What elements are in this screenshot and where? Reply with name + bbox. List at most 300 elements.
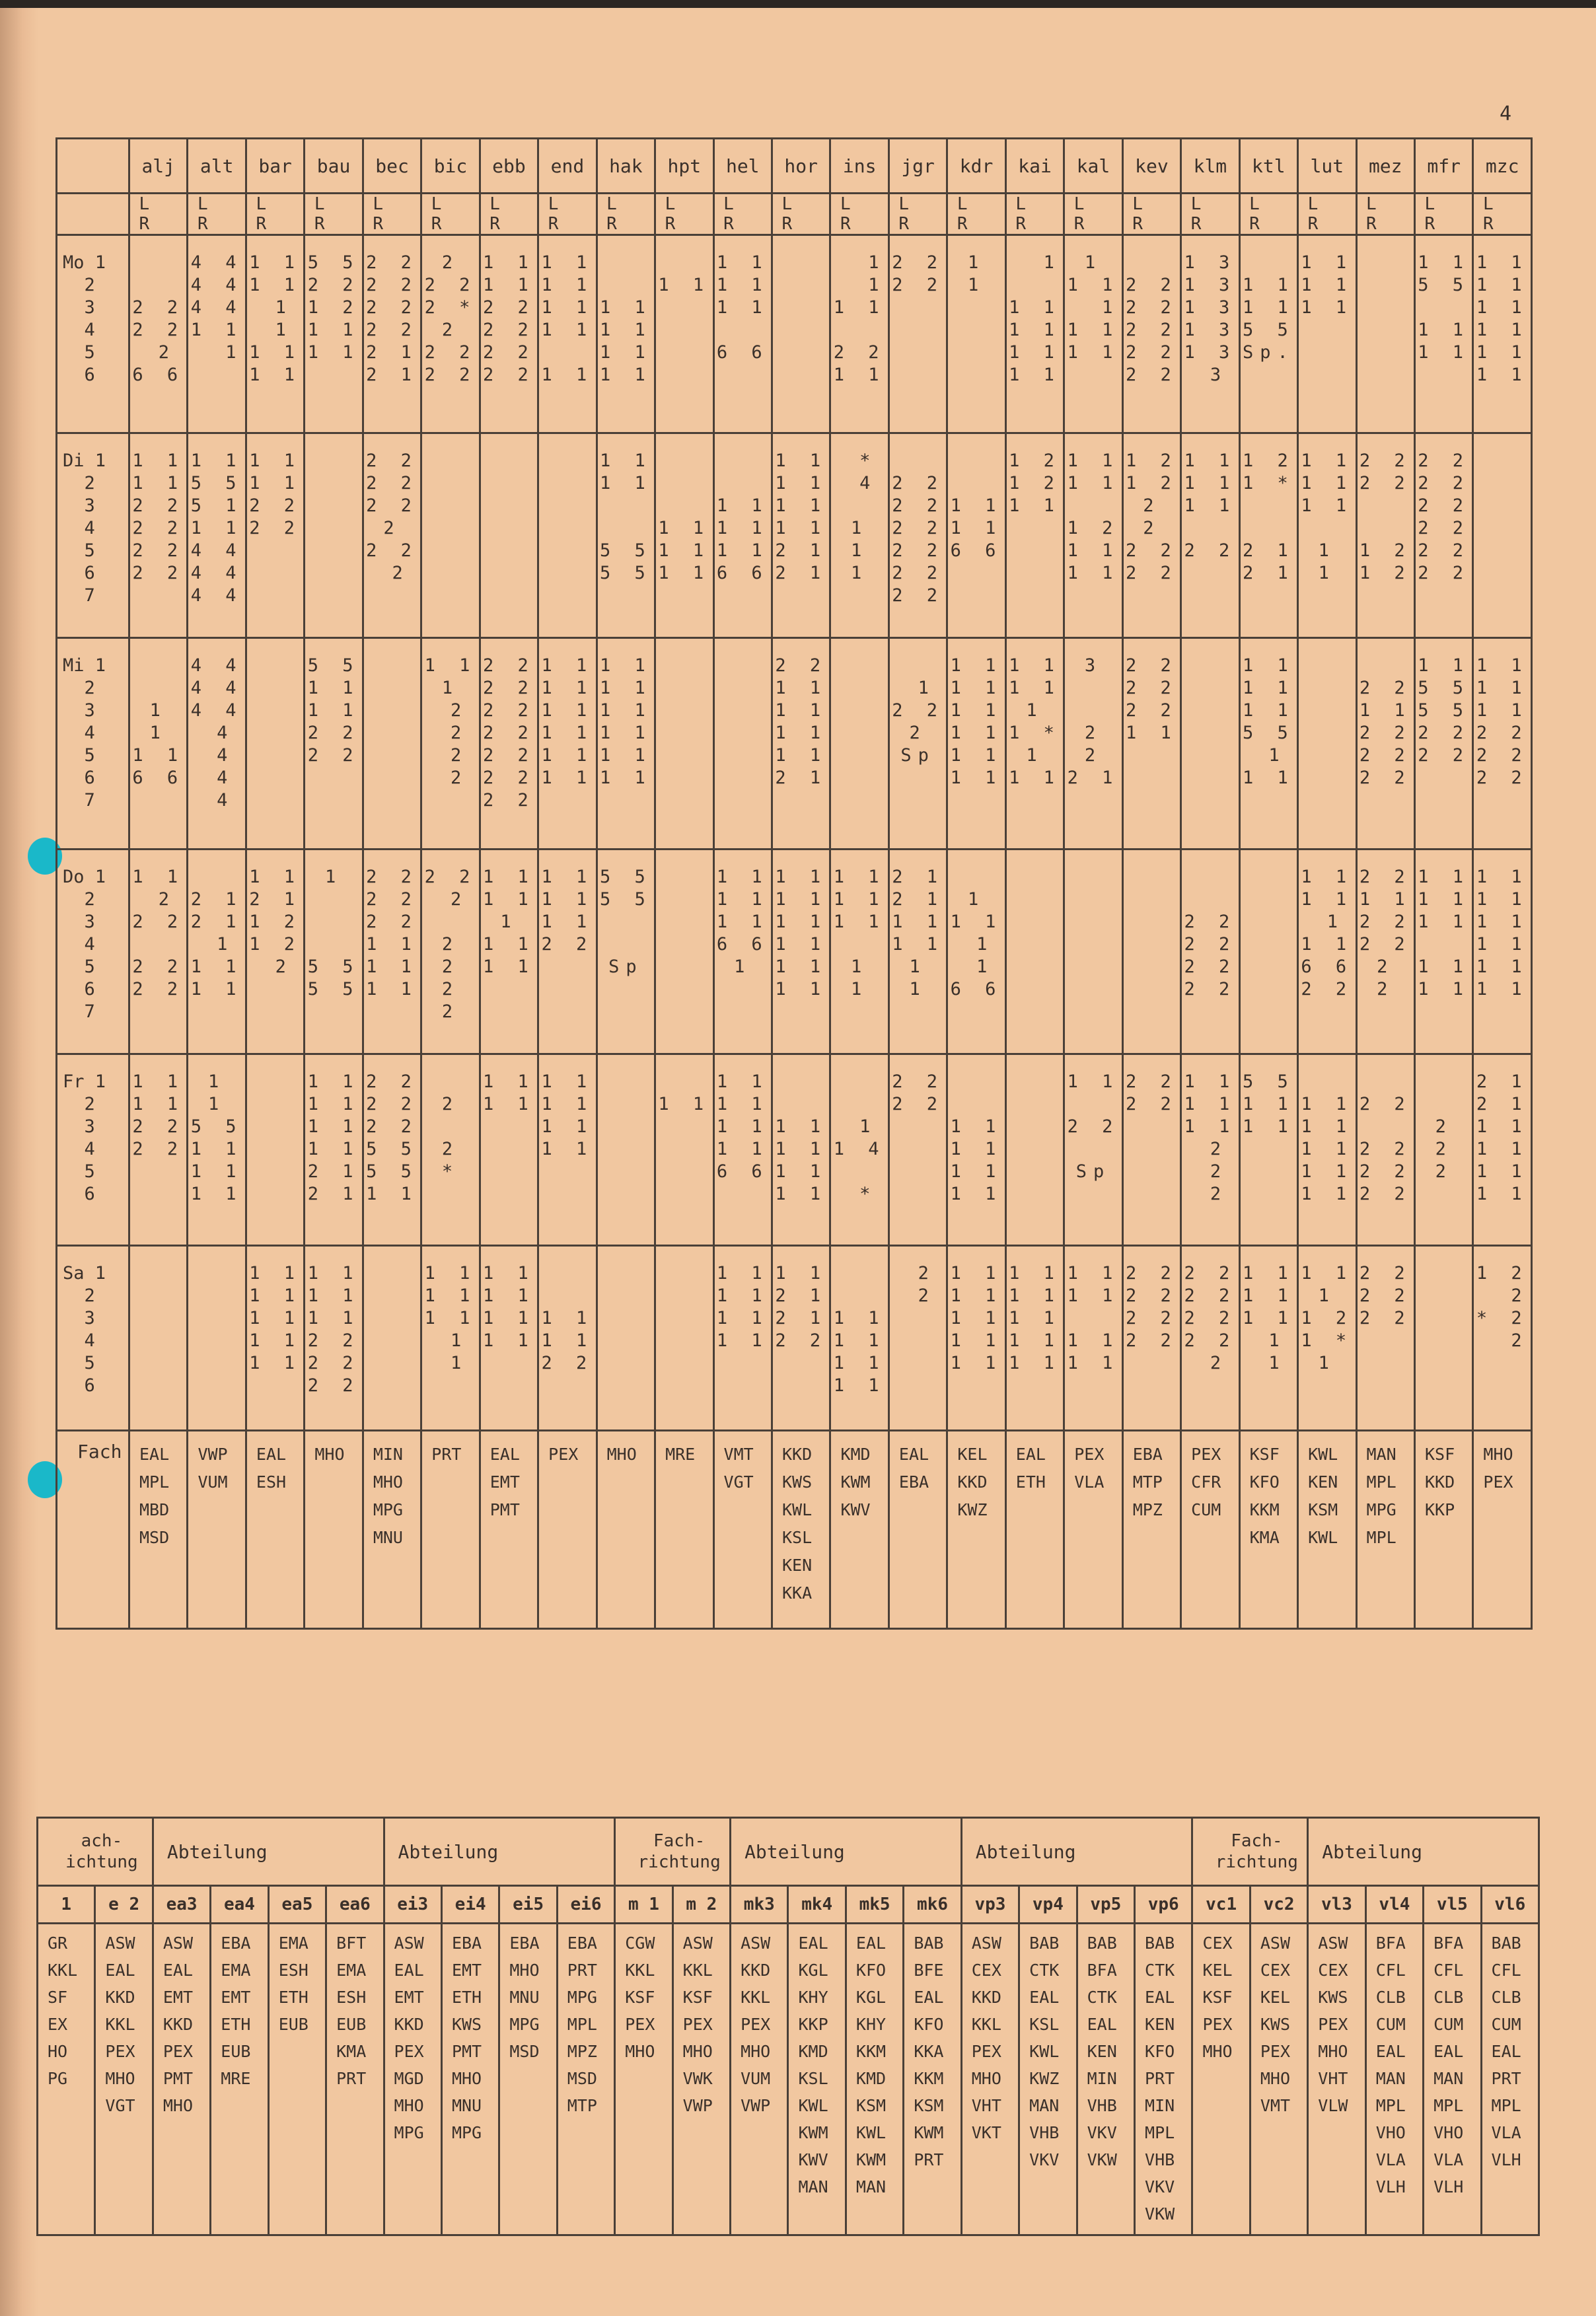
schedule-cell (363, 638, 421, 850)
lr-cell (305, 194, 363, 235)
schedule-cell: 2 2 1 1 2 2 2 2 2 2 (1356, 638, 1414, 850)
lr-label: L R (139, 194, 150, 234)
schedule-cell: 1 1 1 1 2 2 1 1 (830, 235, 889, 433)
class-header: vl6 (1481, 1886, 1539, 1924)
schedule-cell (597, 1054, 655, 1246)
schedule-cell (1005, 1054, 1064, 1246)
schedule-cell (655, 850, 713, 1054)
subject-list: BFA CFL CLB CUM EAL MAN MPL VHO VLA VLH (1424, 1924, 1481, 2235)
lr-label: L R (606, 194, 617, 234)
subject-list: BAB BFE EAL KFO KKA KKM KSM KWM PRT (904, 1924, 961, 2235)
schedule-cell: 1 1 1 1 1 1 1 1 (772, 1054, 830, 1246)
top-edge (0, 0, 1596, 8)
schedule-cell: 1 1 1 1 1 1 1 1 1 1 (1005, 1246, 1064, 1431)
schedule-cell: 1 1 1 1 1 2 1 1 1 1 (1064, 433, 1122, 638)
schedule-cell: 1 1 5 5 5 1 1 1 4 4 4 4 4 4 (188, 433, 246, 638)
class-header: vc1 (1192, 1886, 1250, 1924)
schedule-cell: 1 1 1 1 1 1 1 1 (947, 1054, 1005, 1246)
class-header: e 2 (95, 1886, 153, 1924)
schedule-cell: 1 1 1 1 1 1 1 1 (1298, 433, 1356, 638)
schedule-cell: 1 1 1 1 1 1 2 2 2 2 2 2 (1473, 638, 1532, 850)
class-header: ea4 (211, 1886, 268, 1924)
schedule-cell: 1 1 1 1 2 1 * 1 (1298, 1246, 1356, 1431)
schedule-cell: 2 2 2 2 2 2 (1356, 1246, 1414, 1431)
schedule-cell: 1 1 1 1 (480, 1054, 538, 1246)
schedule-cell: 1 1 5 5 1 1 1 1 1 1 (188, 1054, 246, 1246)
schedule-cell: 1 1 1 1 1 1 2 2 (538, 850, 597, 1054)
lr-label: L R (314, 194, 325, 234)
day-row (57, 235, 1532, 433)
schedule-cell: 2 2 1 1 1 1 1 1 1 1 2 1 (772, 638, 830, 850)
schedule-cell: 1 1 1 1 1 1 1 1 (830, 1246, 889, 1431)
schedule-cell: 2 2 * (421, 1054, 480, 1246)
day-row (57, 1246, 1532, 1431)
class-code: jgr (889, 139, 947, 194)
class-code: mzc (1473, 139, 1532, 194)
lr-cell (363, 194, 421, 235)
class-code: lut (1298, 139, 1356, 194)
schedule-cell: 1 1 1 1 1 1 1 6 6 2 2 (1298, 850, 1356, 1054)
class-header: vp3 (961, 1886, 1019, 1924)
class-header: vl5 (1424, 1886, 1481, 1924)
lr-cell (1239, 194, 1297, 235)
schedule-cell: 1 1 1 1 1 1 1 1 (1064, 1246, 1122, 1431)
schedule-cell: 1 1 1 1 1 1 1 1 (713, 1246, 772, 1431)
subject-list: EBA PRT MPG MPL MPZ MSD MTP (557, 1924, 614, 2235)
group-header: Abteilung (731, 1818, 962, 1886)
lr-label: L R (256, 194, 267, 234)
schedule-cell: 1 1 (947, 235, 1005, 433)
fach-cell: MRE (655, 1431, 713, 1629)
class-code: hel (713, 139, 772, 194)
schedule-cell: 1 1 1 1 1 1 6 6 (713, 235, 772, 433)
schedule-cell: 1 1 1 1 2 2 2 2 (129, 1054, 188, 1246)
schedule-cell: 4 4 4 4 4 4 4 4 4 4 (188, 638, 246, 850)
schedule-cell: 1 1 2 2 Sp (1064, 1054, 1122, 1246)
schedule-cell: 1 5 5 5 5 (305, 850, 363, 1054)
schedule-cell: 2 2 2 2 1 2 1 2 (1356, 433, 1414, 638)
class-header: vp6 (1135, 1886, 1192, 1924)
schedule-cell: 1 1 1 1 1 1 6 6 (713, 433, 772, 638)
fach-cell: EAL EBA (889, 1431, 947, 1629)
class-code: end (538, 139, 597, 194)
subject-list: BAB CTK EAL KSL KWL KWZ MAN VHB VKV (1019, 1924, 1077, 2235)
schedule-cell: 1 2 1 * 2 1 2 1 (1239, 433, 1297, 638)
schedule-cell (1005, 850, 1064, 1054)
lr-label: L R (1482, 194, 1494, 234)
schedule-cell: 2 2 (889, 1246, 947, 1431)
fach-cell: KEL KKD KWZ (947, 1431, 1005, 1629)
schedule-cell: 1 2 2 * 2 2 (1473, 1246, 1532, 1431)
lr-label: L R (490, 194, 500, 234)
class-code: alj (129, 139, 188, 194)
schedule-cell: 1 1 1 1 1 1 1 1 1 1 1 1 (597, 638, 655, 850)
subject-list: BFT EMA ESH EUB KMA PRT (326, 1924, 384, 2235)
group-header: Abteilung (384, 1818, 615, 1886)
day-row (57, 638, 1532, 850)
fach-cell: KSF KKD KKP (1414, 1431, 1472, 1629)
lr-cell (538, 194, 597, 235)
lr-cell (480, 194, 538, 235)
group-header: Abteilung (153, 1818, 384, 1886)
schedule-cell: 1 1 (655, 235, 713, 433)
class-code: bau (305, 139, 363, 194)
schedule-cell: 1 1 1 1 2 2 2 2 (246, 433, 304, 638)
class-header: ea3 (153, 1886, 210, 1924)
schedule-cell: 1 1 1 1 1 1 1 1 1 1 (947, 1246, 1005, 1431)
class-code: ktl (1239, 139, 1297, 194)
lr-label: L R (1366, 194, 1377, 234)
class-header: vp4 (1019, 1886, 1077, 1924)
schedule-cell: 1 1 5 5 5 5 2 2 2 2 (1414, 638, 1472, 850)
subject-list: ASW KKL KSF PEX MHO VWK VWP (672, 1924, 730, 2235)
lr-label: L R (373, 194, 383, 234)
class-header: vc2 (1250, 1886, 1307, 1924)
schedule-cell: 2 2 2 2 (889, 235, 947, 433)
class-header: ei5 (499, 1886, 557, 1924)
lr-label: L R (898, 194, 910, 234)
schedule-cell: * 4 1 1 1 (830, 433, 889, 638)
day-label: Mo 1 2 3 4 5 6 (57, 235, 129, 433)
schedule-cell (1239, 850, 1297, 1054)
schedule-cell: 1 1 1 1 1 1 1 1 (1239, 1246, 1297, 1431)
lr-label: L R (1073, 194, 1085, 234)
fach-cell: KKD KWS KWL KSL KEN KKA (772, 1431, 830, 1629)
group-header: Fach- richtung (615, 1818, 731, 1886)
fach-cell: KSF KFO KKM KMA (1239, 1431, 1297, 1629)
schedule-cell: 2 2 2 2 2 2 2 2 (1356, 1054, 1414, 1246)
class-code: kdr (947, 139, 1005, 194)
lr-cell (947, 194, 1005, 235)
fach-cell: KWL KEN KSM KWL (1298, 1431, 1356, 1629)
schedule-cell (830, 638, 889, 850)
class-header: m 1 (615, 1886, 672, 1924)
class-code: ebb (480, 139, 538, 194)
lr-label: L R (1190, 194, 1202, 234)
schedule-cell (655, 638, 713, 850)
class-code: kai (1005, 139, 1064, 194)
schedule-cell (363, 1246, 421, 1431)
subject-list: BAB CFL CLB CUM EAL PRT MPL VLA VLH (1481, 1924, 1539, 2235)
class-code: hak (597, 139, 655, 194)
subject-list: CEX KEL KSF PEX MHO (1192, 1924, 1250, 2235)
schedule-cell: 1 1 1 1 1 1 2 2 2 (1181, 1054, 1239, 1246)
schedule-cell: 1 1 1 1 1 1 1 1 2 1 2 1 (772, 433, 830, 638)
schedule-cell: 1 1 5 5 1 1 1 1 (1414, 235, 1472, 433)
class-code: bec (363, 139, 421, 194)
lr-cell (597, 194, 655, 235)
class-code: bic (421, 139, 480, 194)
schedule-cell: 3 2 2 2 1 (1064, 638, 1122, 850)
class-code: hpt (655, 139, 713, 194)
class-code: kal (1064, 139, 1122, 194)
schedule-cell: 2 2 2 2 2 2 2 2 2 2 (363, 433, 421, 638)
fach-cell: MHO PEX (1473, 1431, 1532, 1629)
schedule-cell: 1 1 1 1 1 1 1 1 1 1 (1298, 1054, 1356, 1246)
schedule-cell (1356, 235, 1414, 433)
day-label: Do 1 2 3 4 5 6 7 (57, 850, 129, 1054)
subject-list: EBA EMA EMT ETH EUB MRE (211, 1924, 268, 2235)
corner-cell (57, 194, 129, 235)
class-header: ei4 (441, 1886, 499, 1924)
schedule-cell: 2 1 2 1 1 1 1 1 1 1 (889, 850, 947, 1054)
group-header: Abteilung (961, 1818, 1192, 1886)
day-row (57, 1054, 1532, 1246)
schedule-cell: 1 1 1 2 2 2 2 (421, 638, 480, 850)
schedule-cell (305, 433, 363, 638)
lr-label: L R (431, 194, 442, 234)
schedule-cell: 1 1 1 1 2 2 (538, 1246, 597, 1431)
schedule-cell: 2 2 2 2 2 2 2 2 2 2 2 2 2 2 (480, 638, 538, 850)
schedule-cell: 1 1 1 1 1 1 1 1 1 1 1 1 (1473, 235, 1532, 433)
subject-table (36, 1817, 1540, 2236)
class-header: mk3 (731, 1886, 788, 1924)
lr-label: L R (957, 194, 968, 234)
subject-list: EBA EMT ETH KWS PMT MHO MNU MPG (441, 1924, 499, 2235)
schedule-cell (246, 1054, 304, 1246)
class-header: 1 (38, 1886, 95, 1924)
subject-list: ASW CEX KKD KKL PEX MHO VHT VKT (961, 1924, 1019, 2235)
lr-cell (1473, 194, 1532, 235)
schedule-cell: 1 1 1 1 1 1 1 1 1 1 1 1 (947, 638, 1005, 850)
subject-list: EAL KGL KHY KKP KMD KSL KWL KWM KWV MAN (788, 1924, 846, 2235)
schedule-cell: 1 1 1 1 1 1 1 1 6 6 (713, 1054, 772, 1246)
lr-cell (713, 194, 772, 235)
class-header: mk6 (904, 1886, 961, 1924)
fach-cell: PEX CFR CUM (1181, 1431, 1239, 1629)
subject-list: EAL KFO KGL KHY KKM KMD KSM KWL KWM MAN (846, 1924, 903, 2235)
schedule-cell: 1 1 1 1 1 1 1 1 2 1 2 1 (305, 1054, 363, 1246)
schedule-cell: 1 1 1 1 1 1 1 1 (538, 1054, 597, 1246)
schedule-cell: 2 2 2 2 2 2 2 2 2 2 2 2 (1414, 433, 1472, 638)
lr-cell (1064, 194, 1122, 235)
schedule-cell (421, 433, 480, 638)
fach-cell: PEX (538, 1431, 597, 1629)
lr-cell (1356, 194, 1414, 235)
schedule-cell (772, 235, 830, 433)
schedule-cell (480, 433, 538, 638)
schedule-cell (1298, 638, 1356, 850)
schedule-cell (1181, 638, 1239, 850)
subject-list: ASW EAL KKD KKL PEX MHO VGT (95, 1924, 153, 2235)
group-header: ach- ichtung (38, 1818, 153, 1886)
schedule-cell (129, 1246, 188, 1431)
group-header: Abteilung (1308, 1818, 1539, 1886)
schedule-cell (1414, 1246, 1472, 1431)
subject-list: ASW CEX KWS PEX MHO VHT VLW (1308, 1924, 1365, 2235)
schedule-cell (538, 433, 597, 638)
lr-row (57, 194, 1532, 235)
schedule-cell: 1 1 1 1 1 1 1 1 (830, 850, 889, 1054)
lr-cell (830, 194, 889, 235)
schedule-cell (655, 1246, 713, 1431)
schedule-cell: 5 5 1 1 1 1 2 2 2 2 (305, 638, 363, 850)
class-header: m 2 (672, 1886, 730, 1924)
subject-list: EMA ESH ETH EUB (268, 1924, 326, 2235)
schedule-cell: 5 5 1 1 1 1 (1239, 1054, 1297, 1246)
schedule-cell: 1 1 1 1 1 1 1 1 1 1 (538, 235, 597, 433)
subject-list: BAB CTK EAL KEN KFO PRT MIN MPL VHB VKV VKW (1135, 1924, 1192, 2235)
class-header: vp5 (1077, 1886, 1134, 1924)
day-label: Sa 1 2 3 4 5 6 (57, 1246, 129, 1431)
subject-row (38, 1924, 1539, 2235)
lr-cell (1298, 194, 1356, 235)
schedule-cell (1064, 850, 1122, 1054)
schedule-cell: 2 2 2 2 2 2 2 2 2 2 2 2 (889, 433, 947, 638)
lr-cell (1414, 194, 1472, 235)
class-row (38, 1886, 1539, 1924)
schedule-cell: 2 2 2 2 2 2 2 2 2 2 (1122, 235, 1180, 433)
schedule-cell: 1 1 1 1 1 1 (655, 433, 713, 638)
schedule-cell: 1 1 1 1 1 1 * 1 1 1 (1005, 638, 1064, 850)
fach-cell: VWP VUM (188, 1431, 246, 1629)
lr-label: L R (1249, 194, 1260, 234)
class-header: ea5 (268, 1886, 326, 1924)
schedule-cell: 1 1 1 1 1 1 1 1 1 1 1 1 (772, 850, 830, 1054)
fach-cell: EAL MPL MBD MSD (129, 1431, 188, 1629)
schedule-cell: 1 1 1 1 1 1 1 1 (480, 1246, 538, 1431)
lr-label: L R (548, 194, 559, 234)
schedule-cell: 1 2 1 2 1 1 (1005, 433, 1064, 638)
schedule-cell: 1 1 1 1 1 1 1 1 (421, 1246, 480, 1431)
schedule-cell: 1 1 1 1 1 1 6 6 1 (713, 850, 772, 1054)
class-code: klm (1181, 139, 1239, 194)
fach-cell: PEX VLA (1064, 1431, 1122, 1629)
fach-cell: EAL ESH (246, 1431, 304, 1629)
schedule-cell: 2 2 2 2 (889, 1054, 947, 1246)
lr-cell (1122, 194, 1180, 235)
day-label: Fr 1 2 3 4 5 6 (57, 1054, 129, 1246)
schedule-cell: 1 1 1 1 2 2 2 2 2 2 2 2 (129, 433, 188, 638)
lr-label: L R (665, 194, 676, 234)
subject-list: ASW KKD KKL PEX MHO VUM VWP (731, 1924, 788, 2235)
schedule-cell: 1 1 1 1 6 6 (129, 638, 188, 850)
subject-list: ASW EAL EMT KKD PEX MGD MHO MPG (384, 1924, 441, 2235)
schedule-cell: 1 1 1 1 1 1 (1298, 235, 1356, 433)
class-header: ei6 (557, 1886, 614, 1924)
schedule-cell: 5 5 5 5 Sp (597, 850, 655, 1054)
fach-cell: MIN MHO MPG MNU (363, 1431, 421, 1629)
schedule-cell: 1 1 4 * (830, 1054, 889, 1246)
class-code: alt (188, 139, 246, 194)
schedule-cell: 2 2 2 2 2 2 2 2 (1122, 1246, 1180, 1431)
schedule-cell: 2 2 2 2 2 2 1 1 (1122, 638, 1180, 850)
schedule-cell: 2 1 2 1 1 1 1 1 1 1 1 1 (1473, 1054, 1532, 1246)
fach-cell: EAL EMT PMT (480, 1431, 538, 1629)
schedule-cell (713, 638, 772, 850)
lr-cell (1181, 194, 1239, 235)
schedule-cell: 1 1 1 1 1 1 1 1 1 (1005, 235, 1064, 433)
schedule-cell: 1 1 2 1 1 2 1 2 2 (246, 850, 304, 1054)
class-code: mfr (1414, 139, 1472, 194)
schedule-cell: 1 1 1 1 1 1 1 1 1 1 (246, 235, 304, 433)
schedule-cell: 1 1 1 1 1 1 1 1 (597, 235, 655, 433)
schedule-cell: 2 2 2 2 2 2 5 5 5 5 1 1 (363, 1054, 421, 1246)
schedule-cell: 2 2 2 2 2 2 2 2 2 1 2 1 (363, 235, 421, 433)
page-number: 4 (1500, 102, 1512, 126)
class-header: ea6 (326, 1886, 384, 1924)
lr-cell (188, 194, 246, 235)
lr-label: L R (840, 194, 851, 234)
lr-label: L R (197, 194, 208, 234)
lr-cell (889, 194, 947, 235)
day-label: Mi 1 2 3 4 5 6 7 (57, 638, 129, 850)
schedule-cell: 1 1 1 1 1 1 1 1 (1064, 235, 1122, 433)
subject-list: BAB BFA CTK EAL KEN MIN VHB VKV VKW (1077, 1924, 1134, 2235)
fach-cell: KMD KWM KWV (830, 1431, 889, 1629)
lr-label: L R (1132, 194, 1143, 234)
fach-cell: PRT (421, 1431, 480, 1629)
day-row (57, 433, 1532, 638)
lr-cell (655, 194, 713, 235)
class-code: kev (1122, 139, 1180, 194)
class-header: vl3 (1308, 1886, 1365, 1924)
lr-cell (1005, 194, 1064, 235)
subject-list: ASW EAL EMT KKD PEX PMT MHO (153, 1924, 210, 2235)
class-code: ins (830, 139, 889, 194)
schedule-cell: 2 2 2 2 2 2 2 2 (1181, 850, 1239, 1054)
lr-label: L R (1424, 194, 1435, 234)
day-row (57, 850, 1532, 1054)
class-header: ei3 (384, 1886, 441, 1924)
lr-label: L R (1015, 194, 1026, 234)
schedule-cell: 1 1 1 1 1 1 1 1 1 1 1 1 (1473, 850, 1532, 1054)
schedule-cell: 1 1 1 1 5 5 Sp. (1239, 235, 1297, 433)
schedule-cell: 1 1 1 1 6 6 (947, 433, 1005, 638)
fach-row (57, 1431, 1532, 1629)
subject-list: ASW CEX KEL KWS PEX MHO VMT (1250, 1924, 1307, 2235)
class-header: vl4 (1365, 1886, 1423, 1924)
schedule-cell: 1 1 1 1 1 1 1 1 1 1 1 1 (538, 638, 597, 850)
subject-list: CGW KKL KSF PEX MHO (615, 1924, 672, 2235)
schedule-cell: 1 1 1 1 5 5 5 5 (597, 433, 655, 638)
class-header: mk4 (788, 1886, 846, 1924)
class-code: hor (772, 139, 830, 194)
schedule-cell: 1 1 (655, 1054, 713, 1246)
subject-list: GR KKL SF EX HO PG (38, 1924, 95, 2235)
class-code: bar (246, 139, 304, 194)
schedule-cell (597, 1246, 655, 1431)
schedule-cell (1122, 850, 1180, 1054)
timetable (55, 137, 1533, 1630)
lr-cell (246, 194, 304, 235)
group-header: Fach- richtung (1192, 1818, 1308, 1886)
schedule-cell: 1 2 1 2 2 2 2 2 2 2 (1122, 433, 1180, 638)
schedule-cell: 1 1 1 1 2 2 2 2 2 2 2 2 (480, 235, 538, 433)
subject-list: EBA MHO MNU MPG MSD (499, 1924, 557, 2235)
schedule-cell: 5 5 2 2 1 2 1 1 1 1 (305, 235, 363, 433)
schedule-cell: 2 2 2 2 (1122, 1054, 1180, 1246)
schedule-cell: 1 1 1 1 1 1 1 1 1 1 (246, 1246, 304, 1431)
subject-list: BFA CFL CLB CUM EAL MAN MPL VHO VLA VLH (1365, 1924, 1423, 2235)
schedule-cell: 1 1 1 1 1 1 2 2 2 2 2 2 (305, 1246, 363, 1431)
lr-cell (129, 194, 188, 235)
fach-cell: VMT VGT (713, 1431, 772, 1629)
schedule-cell (246, 638, 304, 850)
schedule-cell: 2 2 2 2 2 2 1 1 1 1 1 1 (363, 850, 421, 1054)
code-row (57, 139, 1532, 194)
schedule-cell: 2 2 2 (1414, 1054, 1472, 1246)
schedule-cell: 1 1 2 1 2 1 2 2 (772, 1246, 830, 1431)
schedule-cell: 2 2 1 1 2 2 2 2 2 2 (1356, 850, 1414, 1054)
schedule-cell: 2 2 2 2 2 2 2 2 2 (1181, 1246, 1239, 1431)
schedule-cell: 1 1 1 1 1 1 1 1 1 1 (1414, 850, 1472, 1054)
schedule-cell: 1 1 2 2 2 2 2 2 2 (129, 850, 188, 1054)
schedule-cell: 4 4 4 4 4 4 1 1 1 (188, 235, 246, 433)
schedule-cell: 2 2 2 2 2 6 6 (129, 235, 188, 433)
lr-label: L R (1307, 194, 1319, 234)
lr-label: L R (781, 194, 793, 234)
